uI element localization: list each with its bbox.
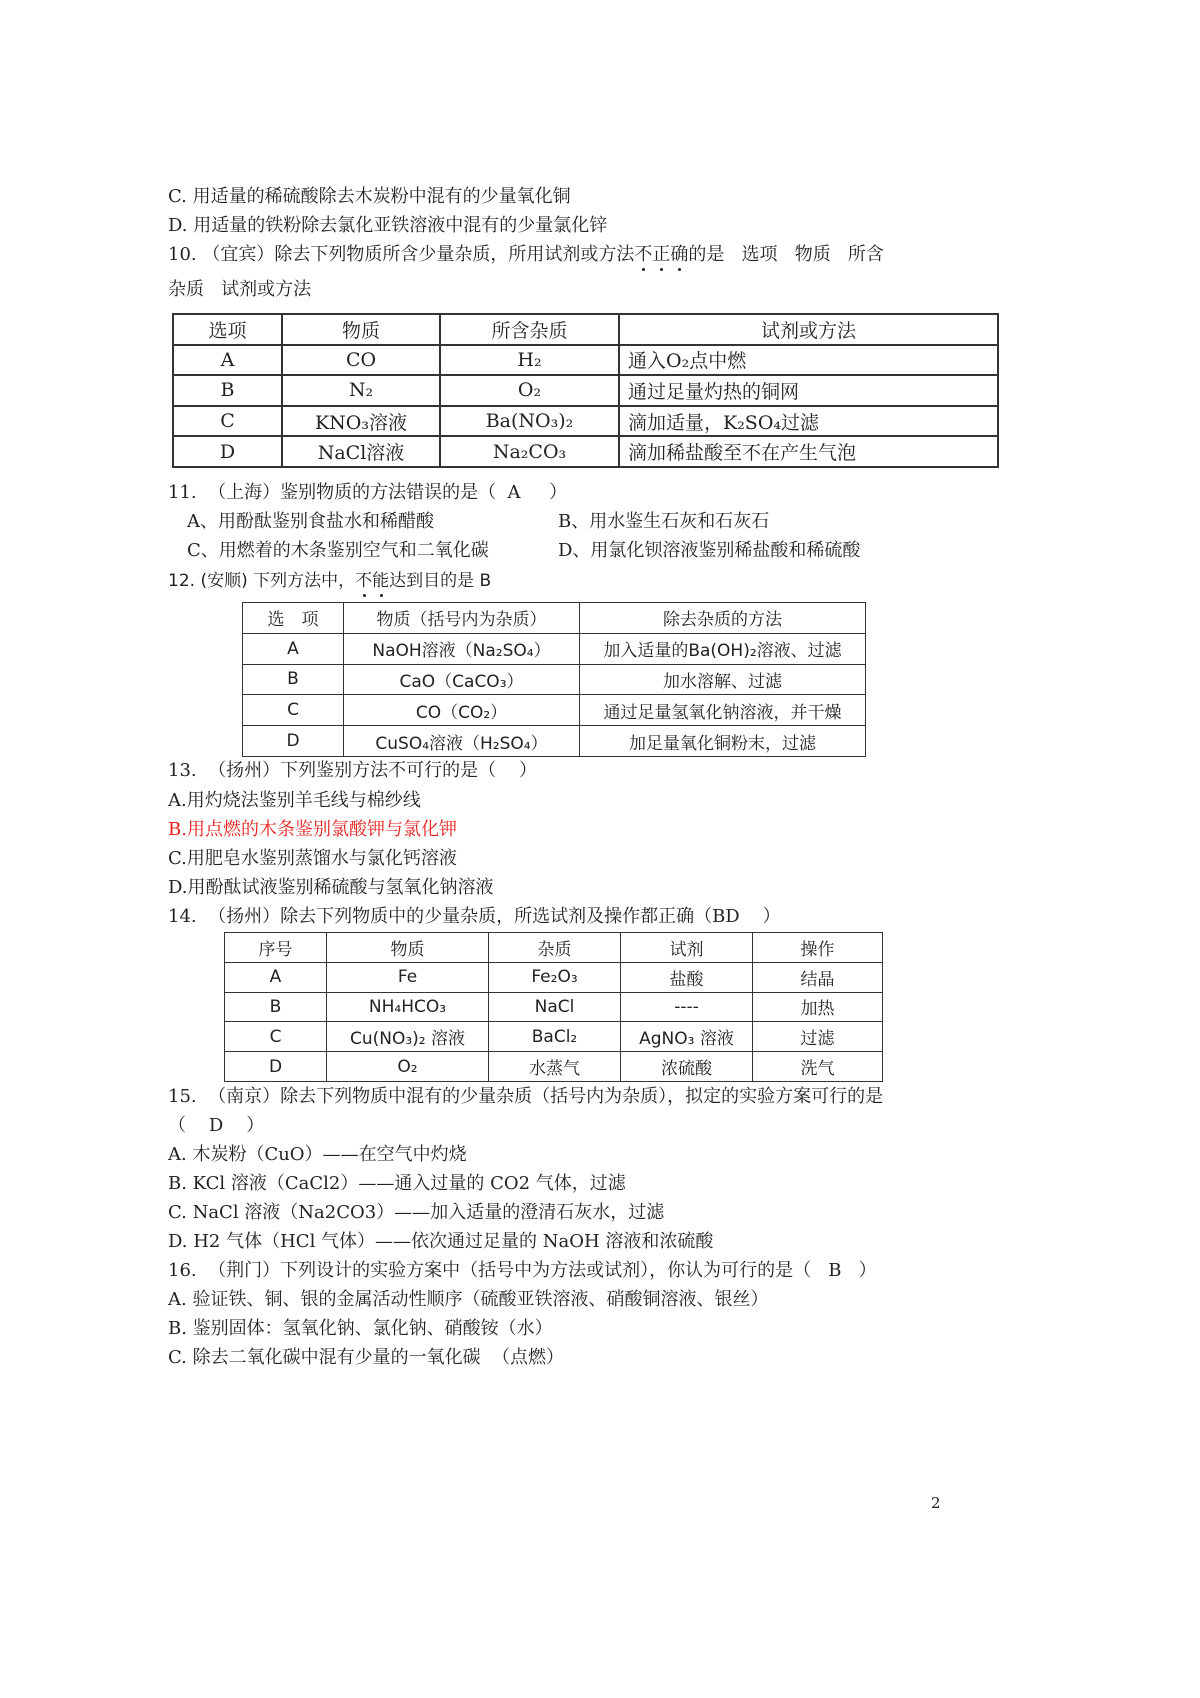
cell: NaOH溶液（Na₂SO₄） [344,633,580,664]
table-row [173,345,998,376]
cell: A [173,345,282,376]
cell: Fe₂O₃ [489,962,621,992]
cell: O₂ [440,375,619,406]
cell: AgNO₃ 溶液 [621,1022,753,1052]
q10-stem-b: 的是 选项 物质 所含 [688,244,884,265]
cell: 加水溶解、过滤 [580,664,866,695]
cell: CuSO₄溶液（H₂SO₄） [344,726,580,757]
cell: 通入O₂点中燃 [619,345,998,376]
table-header-row [173,314,998,345]
q10-table [172,313,999,468]
q11-option-d: D、用氯化钡溶液鉴别稀盐酸和稀硫酸 [558,540,861,561]
q12-stem [168,569,491,593]
cell: B [225,992,327,1022]
cell: N₂ [282,375,440,406]
q16-option-a: A. 验证铁、铜、银的金属活动性顺序（硫酸亚铁溶液、硝酸铜溶液、银丝） [168,1289,769,1310]
cell: ---- [621,992,753,1022]
cell: Na₂CO₃ [440,436,619,467]
cell: Fe [327,962,489,992]
cell: D [243,726,344,757]
cell: 浓硫酸 [621,1052,753,1082]
table-row [173,406,998,437]
cell: CO [282,345,440,376]
q14-stem: 14. （扬州）除去下列物质中的少量杂质，所选试剂及操作都正确（BD ） [168,906,781,927]
q15-answer: （ D ） [168,1115,265,1136]
table-row [243,695,866,726]
header-cell: 选 项 [243,603,344,634]
q11-option-c: C、用燃着的木条鉴别空气和二氧化碳 [187,540,489,561]
table-header-row [225,933,883,963]
header-cell: 物质 [327,933,489,963]
cell: Ba(NO₃)₂ [440,406,619,437]
q13-stem: 13. （扬州）下列鉴别方法不可行的是（ ） [168,760,537,781]
cell: D [225,1052,327,1082]
cell: A [225,962,327,992]
cell: NaCl [489,992,621,1022]
cell: 加足量氧化铜粉末，过滤 [580,726,866,757]
table-row [243,726,866,757]
cell: 加入适量的Ba(OH)₂溶液、过滤 [580,633,866,664]
header-cell: 所含杂质 [440,314,619,345]
q15-option-d: D. H2 气体（HCl 气体）——依次通过足量的 NaOH 溶液和浓硫酸 [168,1231,714,1252]
table-row [225,992,883,1022]
q15-option-a: A. 木炭粉（CuO）——在空气中灼烧 [168,1144,467,1165]
cell: 滴加适量，K₂SO₄过滤 [619,406,998,437]
cell: BaCl₂ [489,1022,621,1052]
cell: CO（CO₂） [344,695,580,726]
cell: 水蒸气 [489,1052,621,1082]
table-row [225,1022,883,1052]
table-row [243,664,866,695]
cell: 洗气 [753,1052,883,1082]
q11-stem: 11. （上海）鉴别物质的方法错误的是（ A ） [168,482,568,503]
cell: 加热 [753,992,883,1022]
q12-table [242,602,866,757]
emphasis-char: 不 [355,571,373,591]
cell: D [173,436,282,467]
emphasis-char: 确 [670,244,689,265]
q16-option-c: C. 除去二氧化碳中混有少量的一氧化碳 （点燃） [168,1347,565,1368]
cell: NaCl溶液 [282,436,440,467]
cell: C [173,406,282,437]
q10-stem-line2: 杂质 试剂或方法 [168,279,312,300]
cell: 通过足量氢氧化钠溶液，并干燥 [580,695,866,726]
page-number: 2 [931,1494,941,1512]
q14-table [224,932,883,1082]
header-cell: 除去杂质的方法 [580,603,866,634]
cell: 结晶 [753,962,883,992]
header-cell: 物质 [282,314,440,345]
table-row [225,962,883,992]
q12-stem-b: 达到目的是 B [389,571,492,591]
q9-option-c: C. 用适量的稀硫酸除去木炭粉中混有的少量氧化铜 [168,186,571,207]
header-cell: 选项 [173,314,282,345]
table-row [225,1052,883,1082]
q13-option-c: C.用肥皂水鉴别蒸馏水与氯化钙溶液 [168,848,457,869]
table-row [173,375,998,406]
cell: Cu(NO₃)₂ 溶液 [327,1022,489,1052]
table-header-row [243,603,866,634]
cell: C [243,695,344,726]
cell: 过滤 [753,1022,883,1052]
cell: A [243,633,344,664]
table-row [243,633,866,664]
q16-stem: 16. （荆门）下列设计的实验方案中（括号中为方法或试剂），你认为可行的是（ B ） [168,1260,877,1281]
emphasis-char: 能 [372,571,390,591]
header-cell: 杂质 [489,933,621,963]
table-row [173,436,998,467]
q10-stem [168,243,884,267]
cell: KNO₃溶液 [282,406,440,437]
emphasis-char: 正 [652,244,671,265]
cell: 滴加稀盐酸至不在产生气泡 [619,436,998,467]
header-cell: 试剂 [621,933,753,963]
header-cell: 操作 [753,933,883,963]
cell: B [173,375,282,406]
cell: B [243,664,344,695]
header-cell: 物质（括号内为杂质） [344,603,580,634]
cell: H₂ [440,345,619,376]
cell: 盐酸 [621,962,753,992]
q11-option-b: B、用水鉴生石灰和石灰石 [558,511,770,532]
header-cell: 序号 [225,933,327,963]
q13-option-b-answer: B.用点燃的木条鉴别氯酸钾与氯化钾 [168,819,457,840]
q11-option-a: A、用酚酞鉴别食盐水和稀醋酸 [187,511,434,532]
cell: NH₄HCO₃ [327,992,489,1022]
q10-stem-a: 10. （宜宾）除去下列物质所含少量杂质，所用试剂或方法 [168,244,635,265]
q9-option-d: D. 用适量的铁粉除去氯化亚铁溶液中混有的少量氯化锌 [168,215,608,236]
q15-option-c: C. NaCl 溶液（Na2CO3）——加入适量的澄清石灰水，过滤 [168,1202,665,1223]
q16-option-b: B. 鉴别固体：氢氧化钠、氯化钠、硝酸铵（水） [168,1318,553,1339]
emphasis-char: 不 [634,244,653,265]
q13-option-a: A.用灼烧法鉴别羊毛线与棉纱线 [168,790,421,811]
q13-option-d: D.用酚酞试液鉴别稀硫酸与氢氧化钠溶液 [168,877,494,898]
cell: O₂ [327,1052,489,1082]
q12-stem-a: 12. (安顺) 下列方法中， [168,571,356,591]
header-cell: 试剂或方法 [619,314,998,345]
cell: C [225,1022,327,1052]
q15-option-b: B. KCl 溶液（CaCl2）——通入过量的 CO2 气体，过滤 [168,1173,626,1194]
q15-stem: 15. （南京）除去下列物质中混有的少量杂质（括号内为杂质），拟定的实验方案可行的是 [168,1086,884,1107]
cell: 通过足量灼热的铜网 [619,375,998,406]
cell: CaO（CaCO₃） [344,664,580,695]
